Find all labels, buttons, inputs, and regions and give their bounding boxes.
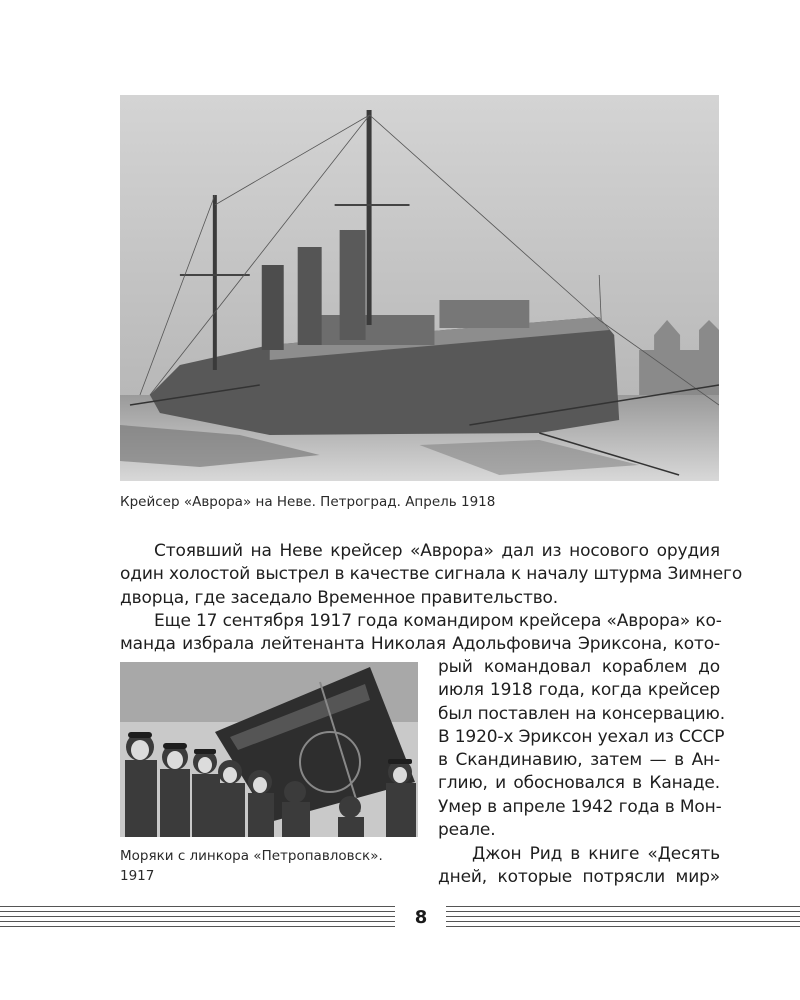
- text-line: один холостой выстрел в качестве сигнала к началу штурма Зимнего: [120, 564, 743, 585]
- text-line: дворца, где заседало Временное правительство.: [120, 587, 559, 608]
- footer-rules-right: [446, 906, 800, 936]
- text-line: манда избрала лейтенанта Николая Адольфовича Эриксона, кото-: [120, 634, 720, 655]
- text-line: глию, и обосновался в Канаде.: [438, 773, 720, 794]
- caption-line: 1917: [120, 868, 155, 884]
- paragraph-erikson: [120, 610, 720, 657]
- caption-cruiser-photo: Крейсер «Аврора» на Неве. Петроград. Апрель 1918: [120, 494, 496, 510]
- text-line: В 1920-х Эриксон уехал из СССР: [438, 726, 725, 747]
- text-line: Джон Рид в книге «Десять: [472, 844, 720, 864]
- text-line: реале.: [438, 820, 496, 841]
- text-line: в Скандинавию, затем — в Ан-: [438, 750, 720, 771]
- paragraph-erikson-continued: [438, 656, 725, 842]
- text-line: Еще 17 сентября 1917 года командиром крейсера «Аврора» ко-: [154, 611, 722, 631]
- text-line: Умер в апреле 1942 года в Мон-: [438, 796, 722, 817]
- text-line: был поставлен на консервацию.: [438, 703, 725, 724]
- caption-line: Моряки с линкора «Петропавловск».: [120, 848, 383, 864]
- caption-sailors-photo: [120, 846, 420, 886]
- sailors-photo-image: [120, 662, 418, 837]
- paragraph-john-reed: [438, 843, 720, 890]
- cruiser-photo-image: [120, 95, 719, 481]
- text-line: дней, которые потрясли мир»: [438, 867, 720, 888]
- text-line: июля 1918 года, когда крейсер: [438, 680, 720, 701]
- page-number: 8: [414, 907, 428, 928]
- footer-rules-left: [0, 906, 395, 936]
- text-line: Стоявший на Неве крейсер «Аврора» дал из носового орудия: [154, 541, 720, 561]
- photo-cruiser-aurora: [120, 95, 719, 481]
- text-line: рый командовал кораблем до: [438, 657, 720, 677]
- photo-sailors-petropavlovsk: [120, 662, 418, 837]
- paragraph-aurora-shot: [120, 540, 743, 610]
